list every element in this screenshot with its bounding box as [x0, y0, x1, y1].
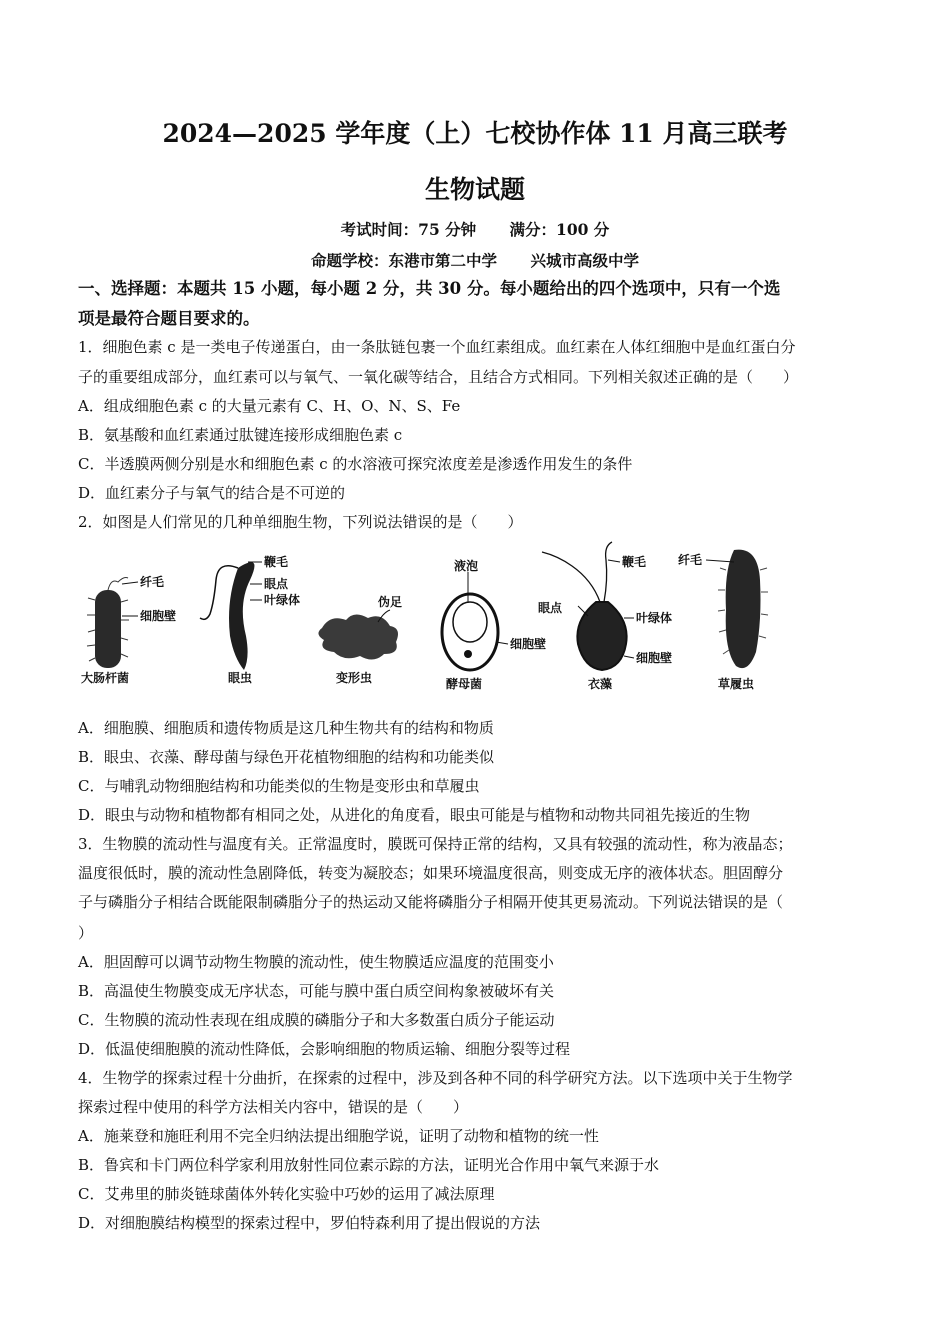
school-1: 命题学校：东港市第二中学: [311, 251, 498, 270]
section-heading-line2: 项是最符合题目要求的。: [78, 309, 260, 328]
q2-option-d: D．眼虫与动物和植物都有相同之处，从进化的角度看，眼虫可能是与植物和动物共同祖先接近的生物: [78, 806, 751, 824]
label-vacuole: 液泡: [454, 559, 479, 573]
q1-option-c: C．半透膜两侧分别是水和细胞色素 c 的水溶液可探究浓度差是渗透作用发生的条件: [78, 455, 633, 473]
organism-euglena: 眼虫: [228, 671, 253, 685]
label-cell-wall-3: 细胞壁: [636, 651, 673, 665]
q4-option-b: B．鲁宾和卡门两位科学家利用放射性同位素示踪的方法，证明光合作用中氧气来源于水: [78, 1156, 660, 1174]
label-cell-wall-2: 细胞壁: [510, 637, 547, 651]
organism-chlamydomonas: 衣藻: [588, 677, 613, 690]
label-flagellum-2: 鞭毛: [622, 555, 647, 569]
label-chloroplast-1: 叶绿体: [264, 593, 301, 607]
label-eyespot-1: 眼点: [264, 577, 289, 591]
q3-stem-line2: 温度很低时，膜的流动性急剧降低，转变为凝胶态；如果环境温度很高，则变成无序的液体状态。胆固醇分: [78, 864, 784, 882]
organism-yeast: 酵母菌: [446, 677, 483, 690]
organism-figure-svg: [78, 540, 878, 690]
paramecium-drawing: [678, 550, 768, 690]
amoeba-drawing: [318, 594, 402, 685]
school-2: 兴城市高级中学: [530, 251, 639, 270]
label-cilia-1: 纤毛: [140, 575, 165, 589]
label-chloroplast-2: 叶绿体: [636, 611, 673, 625]
euglena-drawing: [200, 554, 300, 685]
organism-figure: [78, 540, 878, 690]
q2-option-b: B．眼虫、衣藻、酵母菌与绿色开花植物细胞的结构和功能类似: [78, 748, 495, 766]
label-flagellum-1: 鞭毛: [264, 555, 289, 569]
q3-stem-line1: 3．生物膜的流动性与温度有关。正常温度时，膜既可保持正常的结构，又具有较强的流动性，称为液晶态；: [78, 835, 793, 853]
q3-option-b: B．高温使生物膜变成无序状态，可能与膜中蛋白质空间构象被破坏有关: [78, 982, 555, 1000]
exam-time: 考试时间：75 分钟: [340, 220, 477, 239]
q2-option-c: C．与哺乳动物细胞结构和功能类似的生物是变形虫和草履虫: [78, 777, 480, 795]
section-heading-line1: 一、选择题：本题共 15 小题，每小题 2 分，共 30 分。每小题给出的四个选项中，只有一个选: [78, 279, 781, 298]
q3-option-d: D．低温使细胞膜的流动性降低，会影响细胞的物质运输、细胞分裂等过程: [78, 1040, 571, 1058]
exam-meta-school: [0, 249, 950, 271]
exam-title: 2024—2025 学年度（上）七校协作体 11 月高三联考: [162, 119, 788, 148]
chlamydomonas-drawing: [538, 542, 672, 690]
q4-option-c: C．艾弗里的肺炎链球菌体外转化实验中巧妙的运用了减法原理: [78, 1185, 495, 1203]
organism-ecoli: 大肠杆菌: [81, 671, 130, 685]
label-pseudopod: 伪足: [378, 595, 403, 609]
exam-subject: 生物试题: [424, 175, 525, 204]
q2-stem: 2．如图是人们常见的几种单细胞生物，下列说法错误的是（ ）: [78, 513, 523, 531]
q1-option-d: D．血红素分子与氧气的结合是不可逆的: [78, 484, 346, 502]
q3-stem-line4: ）: [78, 924, 94, 942]
q4-option-d: D．对细胞膜结构模型的探索过程中，罗伯特森利用了提出假说的方法: [78, 1214, 541, 1232]
label-cilia-2: 纤毛: [678, 553, 703, 567]
q1-option-b: B．氨基酸和血红素通过肽键连接形成细胞色素 c: [78, 426, 403, 444]
organism-paramecium: 草履虫: [718, 677, 755, 690]
q4-stem-line1: 4．生物学的探索过程十分曲折，在探索的过程中，涉及到各种不同的科学研究方法。以下选项中关于生物学: [78, 1069, 793, 1087]
q3-option-a: A．胆固醇可以调节动物生物膜的流动性，使生物膜适应温度的范围变小: [78, 953, 554, 971]
q1-stem-line2: 子的重要组成部分，血红素可以与氧气、一氧化碳等结合，且结合方式相同。下列相关叙述正确的是（ ）: [78, 368, 799, 386]
q3-option-c: C．生物膜的流动性表现在组成膜的磷脂分子和大多数蛋白质分子能运动: [78, 1011, 555, 1029]
q4-option-a: A．施莱登和施旺利用不完全归纳法提出细胞学说，证明了动物和植物的统一性: [78, 1127, 599, 1145]
label-eyespot-2: 眼点: [538, 601, 563, 615]
q3-stem-line3: 子与磷脂分子相结合既能限制磷脂分子的热运动又能将磷脂分子相隔开使其更易流动。下列说法错误的是（: [78, 893, 784, 911]
yeast-drawing: [442, 558, 546, 690]
q2-option-a: A．细胞膜、细胞质和遗传物质是这几种生物共有的结构和物质: [78, 719, 494, 737]
ecoli-drawing: [81, 574, 176, 685]
label-cell-wall-1: 细胞壁: [140, 609, 177, 623]
organism-amoeba: 变形虫: [336, 671, 373, 685]
section-heading: [78, 274, 878, 334]
q4-stem-line2: 探索过程中使用的科学方法相关内容中，错误的是（ ）: [78, 1098, 469, 1116]
q1-stem-line1: 1．细胞色素 c 是一类电子传递蛋白，由一条肽链包裹一个血红素组成。血红素在人体红细胞中是血红蛋白分: [78, 338, 796, 356]
q1-option-a: A．组成细胞色素 c 的大量元素有 C、H、O、N、S、Fe: [78, 397, 461, 415]
exam-meta-time: [0, 218, 950, 240]
full-score: 满分：100 分: [509, 220, 610, 239]
